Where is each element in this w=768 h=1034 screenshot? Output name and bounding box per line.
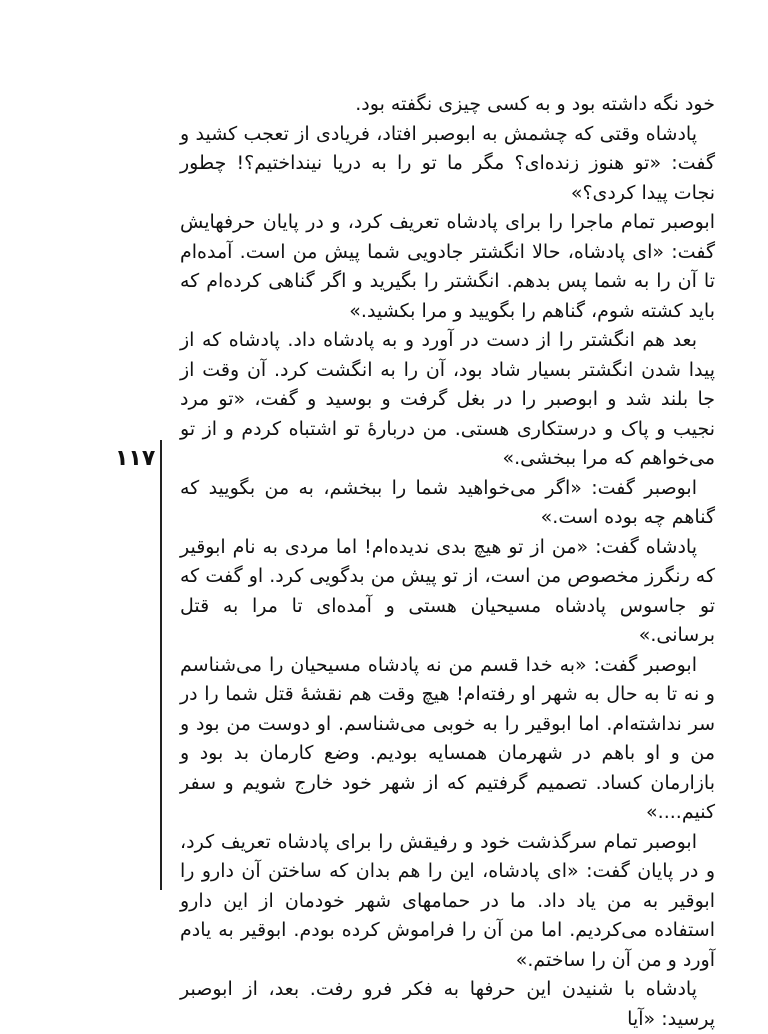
paragraph: ابوصبر تمام ماجرا را برای پادشاه تعریف کرد، و در پایان حرفهایش گفت: «ای پادشاه، حالا انگشتر جادویی شما پیش من است. آمده‌ام تا آن را به شما پس بدهم. انگشتر را بگیرید و اگر گناهی کرده‌ام که باید کشته شوم، گناهم را بگویید و مرا بکشید.»	[180, 211, 715, 322]
paragraph: پادشاه با شنیدن این حرفها به فکر فرو رفت. بعد، از ابوصبر پرسید: «آیا	[180, 978, 715, 1030]
paragraph: ابوصبر تمام سرگذشت خود و رفیقش را برای پادشاه تعریف کرد، و در پایان گفت: «ای پادشاه، این را هم بدان که ساختن آن دارو را ابوقیر به من یاد داد. ما در حمامهای شهر خودمان از این دارو استفاده می‌کردیم. اما من آن را فراموش کرده بودم. ابوقیر به یادم آورد و من آن را ساختم.»	[180, 830, 715, 971]
margin-rule	[160, 440, 162, 890]
paragraph: بعد هم انگشتر را از دست در آورد و به پادشاه داد. پادشاه که از پیدا شدن انگشتر بسیار شاد بود، آن را به انگشت کرد. آن وقت از جا بلند شد و ابوصبر را در بغل گرفت و بوسید و گفت، «تو مرد نجیب و پاک و درستکاری هستی. من دربارهٔ تو اشتباه کردم و از تو می‌خواهم که مرا ببخشی.»	[180, 329, 715, 469]
paragraph: پادشاه وقتی که چشمش به ابوصبر افتاد، فریادی از تعجب کشید و گفت: «تو هنوز زنده‌ای؟ مگر ما تو را به دریا نینداختیم؟! چطور نجات پیدا کردی؟»	[180, 122, 715, 204]
paragraph: ابوصبر گفت: «به خدا قسم من نه پادشاه مسیحیان را می‌شناسم و نه تا به حال به شهر او رفته‌ام! هیچ وقت هم نقشهٔ قتل شما را در سر نداشته‌ام. اما ابوقیر را به خوبی می‌شناسم. او دوست من بود و من و او باهم در شهرمان همسایه بودیم. وضع کارمان بد بود و بازارمان کساد. تصمیم گرفتیم که از شهر خود خارج شویم و سفر کنیم....»	[180, 653, 715, 823]
body-text	[180, 90, 715, 1034]
page-number: ۱۱۷	[115, 446, 156, 471]
paragraph: پادشاه گفت: «من از تو هیچ بدی ندیده‌ام! اما مردی به نام ابوقیر که رنگرز مخصوص من است، از تو پیش من بدگویی کرد. او گفت که تو جاسوس پادشاه مسیحیان هستی و آمده‌ای تا مرا به قتل برسانی.»	[180, 535, 715, 646]
paragraph: خود نگه داشته بود و به کسی چیزی نگفته بود.	[355, 93, 715, 115]
paragraph: ابوصبر گفت: «اگر می‌خواهید شما را ببخشم، به من بگویید که گناهم چه بوده است.»	[180, 476, 715, 528]
